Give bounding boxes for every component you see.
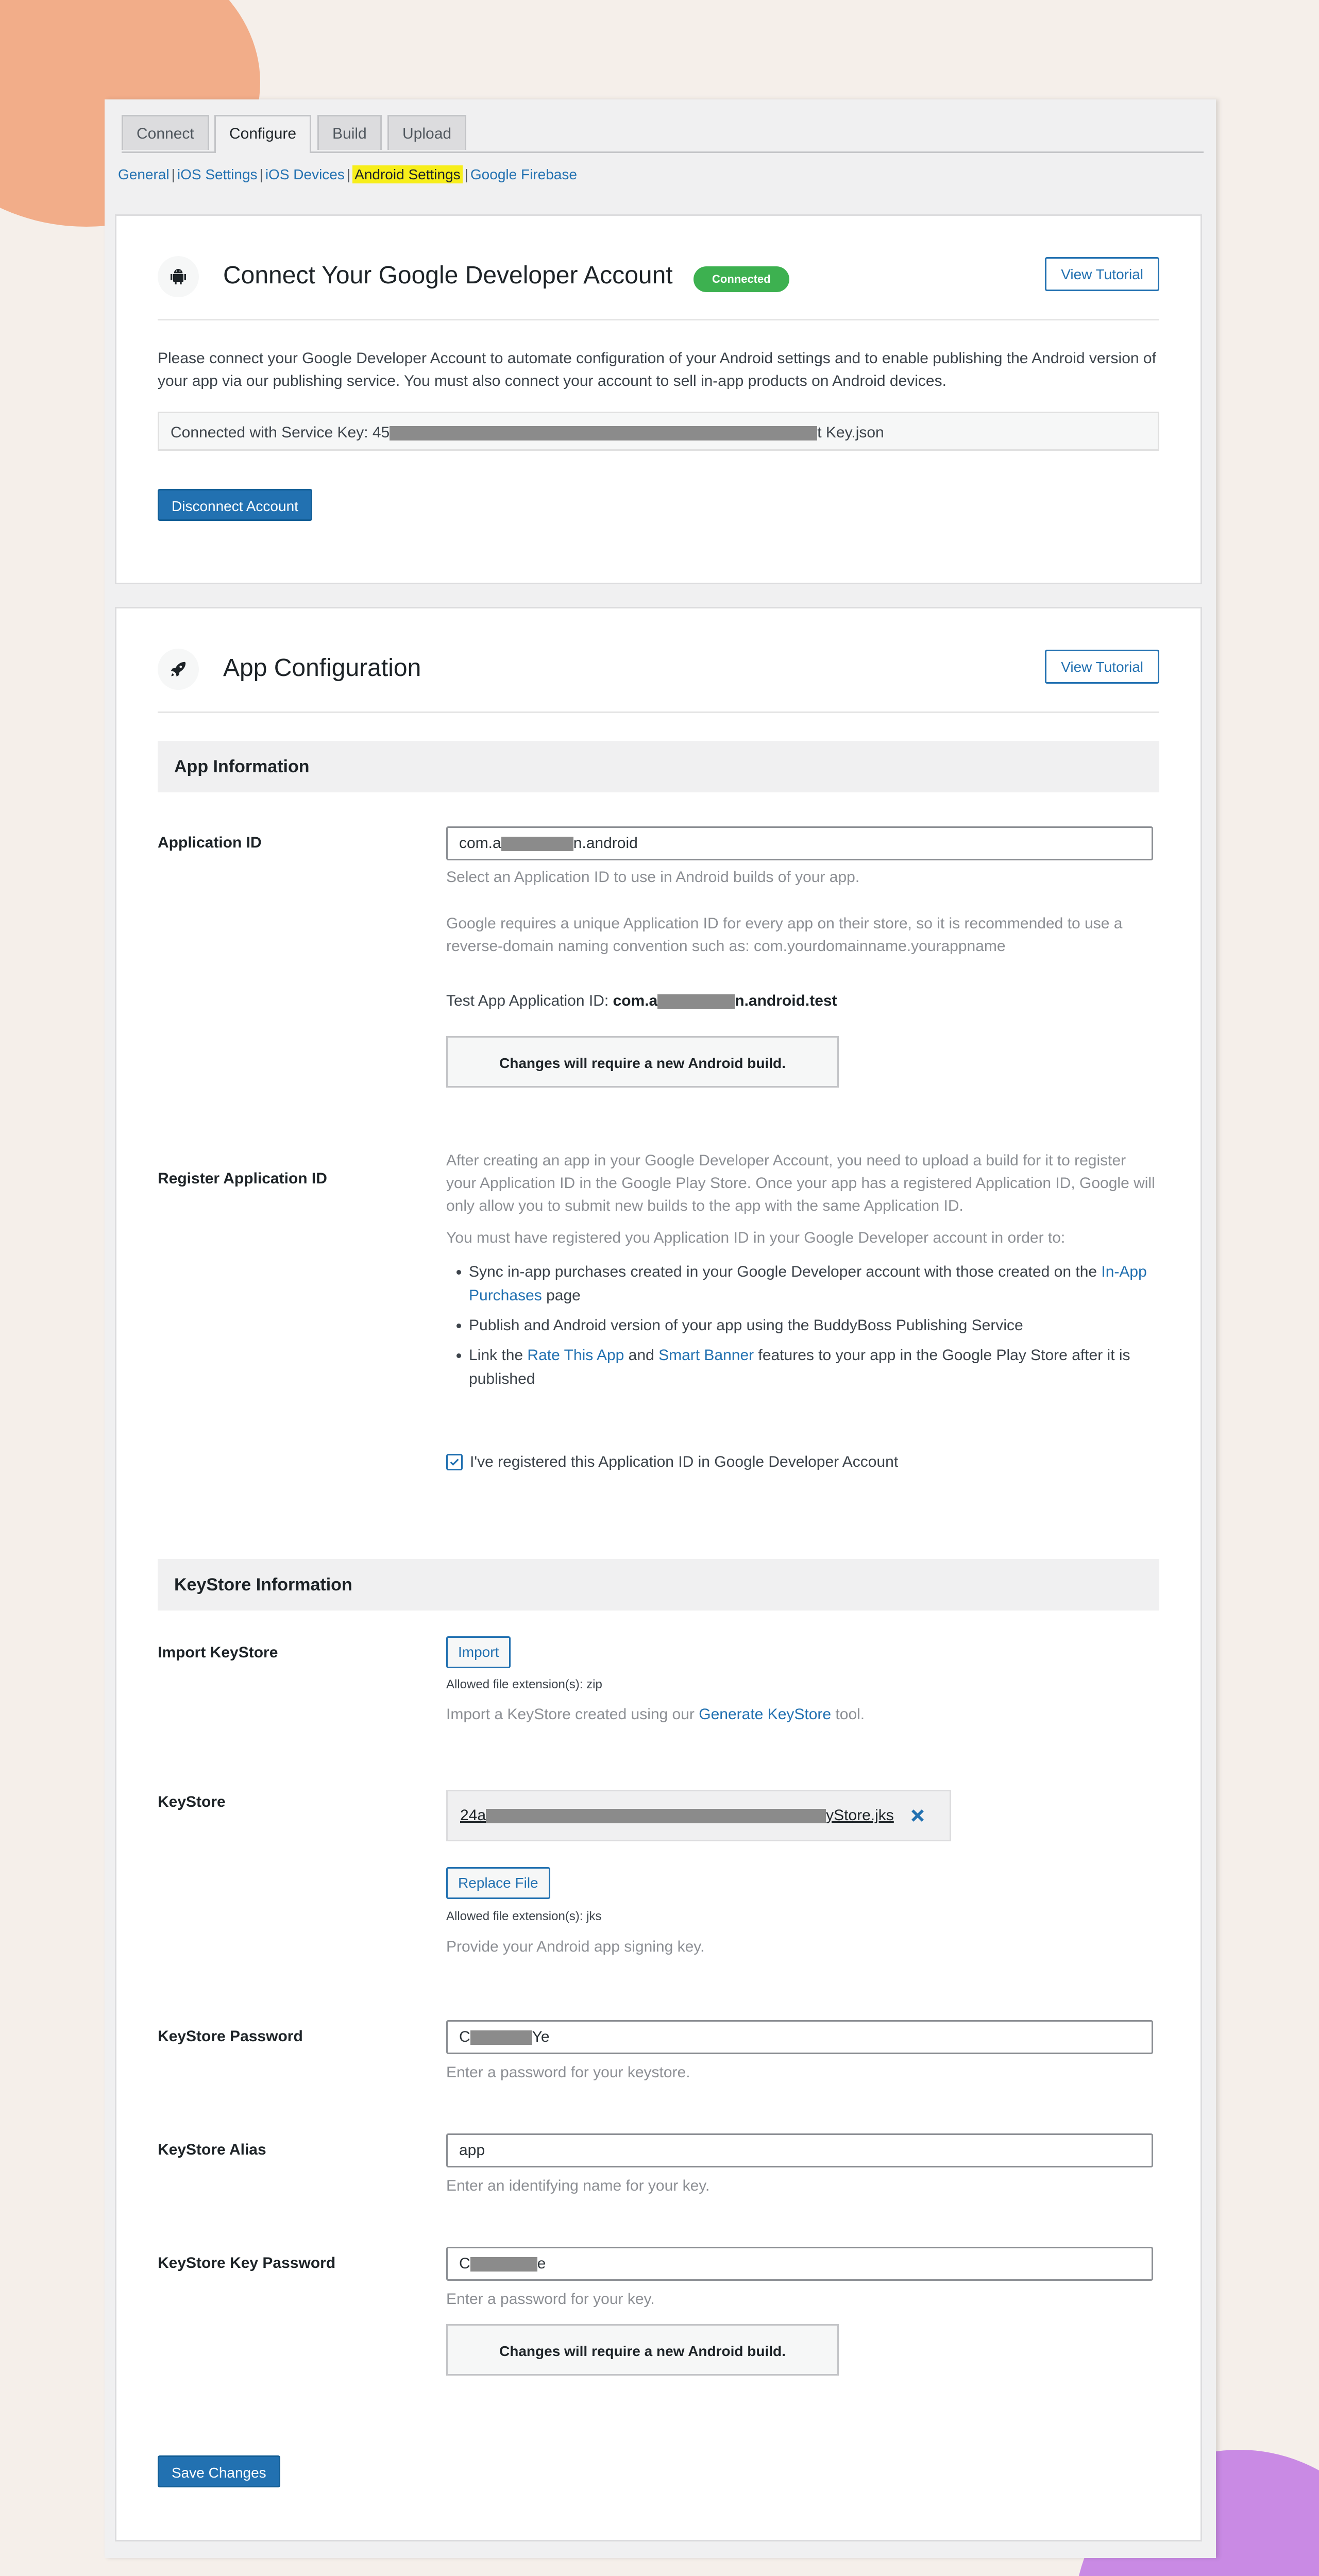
import-allowed-extensions: Allowed file extension(s): zip [446, 1677, 602, 1691]
bullet-text: and [624, 1347, 659, 1364]
in-app-purchases-link[interactable]: In-App Purchases [469, 1263, 1147, 1304]
rebuild-notice: Changes will require a new Android build. [446, 2324, 839, 2376]
import-button[interactable]: Import [446, 1636, 511, 1668]
test-id-prefix: com.a [613, 992, 658, 1009]
subnav-google-firebase[interactable]: Google Firebase [470, 166, 577, 182]
hint-text: Import a KeyStore created using our [446, 1706, 699, 1723]
registered-checkbox-row[interactable] [446, 1453, 898, 1471]
keystore-label: KeyStore [158, 1793, 226, 1810]
status-badge: Connected [694, 266, 789, 292]
checkmark-icon [449, 1456, 460, 1468]
redacted-block [390, 426, 817, 440]
card-header [158, 645, 1159, 713]
test-id-suffix: n.android.test [735, 992, 837, 1009]
app-information-header: App Information [158, 741, 1159, 792]
keystore-alias-hint: Enter an identifying name for your key. [446, 2177, 710, 2194]
keystore-password-hint: Enter a password for your keystore. [446, 2064, 690, 2081]
keystore-key-password-hint: Enter a password for your key. [446, 2291, 655, 2308]
application-id-note: Google requires a unique Application ID for every app on their store, so it is recommended to use a reverse-domain naming convention such as: com.yourdomainname.yourappname [446, 915, 1123, 955]
connect-description: Please connect your Google Developer Account to automate configuration of your Android settings and to enable publishing the Android version of your app via our publishing service. You must also connect your account to sell in-app products on Android devices. [158, 350, 1156, 389]
keystore-file-link[interactable] [460, 1807, 894, 1824]
settings-panel [105, 99, 1216, 2558]
rebuild-notice: Changes will require a new Android build. [446, 1036, 839, 1088]
test-application-id [446, 992, 837, 1010]
app-configuration-card [115, 607, 1202, 2541]
service-key-suffix: t Key.json [817, 424, 884, 441]
keystore-allowed-extensions: Allowed file extension(s): jks [446, 1909, 602, 1923]
generate-keystore-link[interactable]: Generate KeyStore [699, 1706, 832, 1723]
subnav-ios-settings[interactable]: iOS Settings [177, 166, 258, 182]
keystore-file [446, 1790, 951, 1841]
redacted-block [470, 2030, 532, 2045]
keystore-alias-input[interactable]: app [446, 2133, 1153, 2167]
registered-checkbox[interactable] [446, 1454, 463, 1470]
tab-build[interactable]: Build [317, 115, 382, 150]
list-item [469, 1260, 1180, 1308]
disconnect-account-button[interactable]: Disconnect Account [158, 489, 312, 521]
keystore-information-header: KeyStore Information [158, 1559, 1159, 1611]
app-id-suffix: n.android [573, 835, 638, 852]
replace-file-button[interactable]: Replace File [446, 1867, 550, 1899]
application-id-input[interactable] [446, 826, 1153, 860]
subnav-general[interactable]: General [118, 166, 170, 182]
bullet-text: page [542, 1287, 581, 1304]
tab-connect[interactable]: Connect [122, 115, 209, 150]
save-changes-button[interactable]: Save Changes [158, 2455, 280, 2487]
bullet-text: features to your app in the Google Play Store after it is published [469, 1347, 1130, 1387]
smart-banner-link[interactable]: Smart Banner [658, 1347, 754, 1364]
keystore-password-label: KeyStore Password [158, 2028, 303, 2045]
tab-configure[interactable]: Configure [214, 115, 311, 153]
application-id-label: Application ID [158, 834, 262, 851]
value-prefix: C [459, 2028, 470, 2045]
register-description: After creating an app in your Google Developer Account, you need to upload a build for it to register your Application ID in the Google Play Store. Once your app has a registered Application ID, Google will only allow you to submit new builds to the app with the same Application ID. [446, 1152, 1155, 1214]
subnav-android-settings[interactable]: Android Settings [352, 165, 462, 183]
keystore-password-input[interactable] [446, 2020, 1153, 2054]
view-tutorial-button[interactable]: View Tutorial [1045, 257, 1159, 291]
list-item: • Publish and Android version of your app using the BuddyBoss Publishing Service [469, 1314, 1180, 1337]
service-key-prefix: Connected with Service Key: 45 [171, 424, 390, 441]
redacted-block [486, 1809, 826, 1823]
hint-text: tool. [831, 1706, 865, 1723]
file-suffix: yStore.jks [826, 1807, 894, 1824]
main-tabs [122, 115, 1204, 153]
redacted-block [470, 2257, 537, 2272]
remove-file-icon[interactable] [909, 1807, 926, 1824]
value-suffix: Ye [532, 2028, 550, 2045]
file-prefix: 24a [460, 1807, 486, 1824]
card-header [158, 252, 1159, 320]
android-icon [158, 256, 199, 297]
register-requirements-intro: You must have registered you Application ID in your Google Developer account in order to: [446, 1229, 1066, 1246]
redacted-block [501, 837, 573, 851]
subnav-ios-devices[interactable]: iOS Devices [265, 166, 345, 182]
register-requirements-list [446, 1260, 1180, 1397]
service-key-info [158, 412, 1159, 451]
keystore-alias-label: KeyStore Alias [158, 2141, 266, 2158]
keystore-key-password-input[interactable] [446, 2247, 1153, 2281]
view-tutorial-button[interactable]: View Tutorial [1045, 650, 1159, 684]
tab-upload[interactable]: Upload [387, 115, 466, 150]
sub-navigation: General | iOS Settings | iOS Devices | Android Settings | Google Firebase [118, 166, 577, 182]
card-title: Connect Your Google Developer Account [223, 262, 673, 289]
register-application-id-label: Register Application ID [158, 1170, 327, 1187]
list-item [469, 1344, 1180, 1391]
bullet-text: Link the [469, 1347, 528, 1364]
rocket-icon [158, 649, 199, 690]
keystore-hint: Provide your Android app signing key. [446, 1938, 705, 1955]
import-keystore-label: Import KeyStore [158, 1644, 278, 1661]
value-prefix: C [459, 2255, 470, 2272]
rate-this-app-link[interactable]: Rate This App [527, 1347, 624, 1364]
registered-checkbox-label: I've registered this Application ID in Google Developer Account [470, 1453, 899, 1470]
test-id-label: Test App Application ID: [446, 992, 613, 1009]
value-suffix: e [537, 2255, 546, 2272]
card-title: App Configuration [223, 654, 421, 682]
app-id-prefix: com.a [459, 835, 501, 852]
keystore-key-password-label: KeyStore Key Password [158, 2255, 336, 2272]
application-id-hint: Select an Application ID to use in Android builds of your app. [446, 869, 860, 886]
bullet-text: Sync in-app purchases created in your Google Developer account with those created on the [469, 1263, 1102, 1280]
connect-account-card [115, 214, 1202, 584]
redacted-block [657, 994, 735, 1009]
import-keystore-hint [446, 1703, 1157, 1726]
